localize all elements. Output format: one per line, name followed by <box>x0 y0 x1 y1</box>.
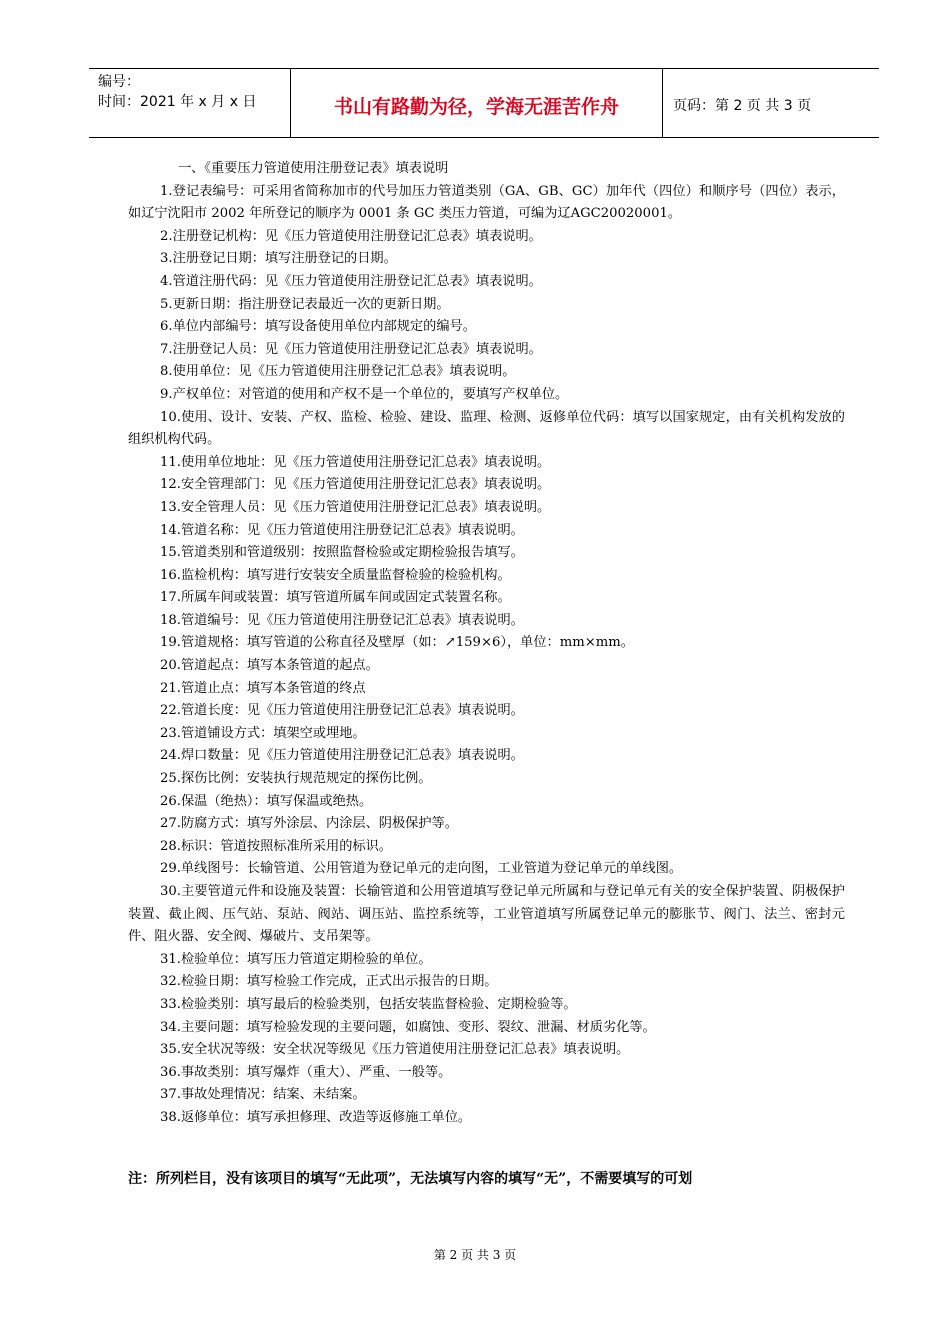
instruction-item: 36.事故类别：填写爆炸（重大）、严重、一般等。 <box>160 1064 452 1080</box>
instruction-item: 13.安全管理人员：见《压力管道使用注册登记汇总表》填表说明。 <box>160 499 551 515</box>
instruction-item: 9.产权单位：对管道的使用和产权不是一个单位的，要填写产权单位。 <box>160 386 569 402</box>
instruction-item: 23.管道铺设方式：填架空或埋地。 <box>160 725 366 741</box>
page-header <box>89 68 879 138</box>
instruction-item: 31.检验单位：填写压力管道定期检验的单位。 <box>160 951 432 967</box>
instruction-item: 20.管道起点：填写本条管道的起点。 <box>160 658 379 674</box>
instruction-item: 14.管道名称：见《压力管道使用注册登记汇总表》填表说明。 <box>160 522 524 538</box>
section-title: 一、《重要压力管道使用注册登记表》填表说明 <box>178 161 449 176</box>
instruction-item: 16.监检机构：填写进行安装安全质量监督检验的检验机构。 <box>160 567 511 583</box>
header-motto: 书山有路勤为径，学海无涯苦作舟 <box>291 69 663 137</box>
instruction-item: 15.管道类别和管道级别：按照监督检验或定期检验报告填写。 <box>160 545 524 561</box>
header-meta <box>89 69 291 137</box>
instruction-item: 30.主要管道元件和设施及装置：长输管道和公用管道填写登记单元所属和与登记单元有关的安全保护装置、阴极保护装置、截止阀、压气站、泵站、阀站、调压站、监控系统等，工业管道填写所属登记单元的膨胀节、阀门、法兰、密封元件、阻火器、安全阀、爆破片、支吊架等。 <box>128 884 845 945</box>
instruction-item: 1.登记表编号：可采用省简称加市的代号加压力管道类别（GA、GB、GC）加年代（四位）和顺序号（四位）表示，如辽宁沈阳市 2002 年所登记的顺序为 0001 条 GC 类压力管道，可编为辽AGC20020001。 <box>128 183 845 222</box>
instruction-item: 27.防腐方式：填写外涂层、内涂层、阴极保护等。 <box>160 816 458 832</box>
instruction-item: 11.使用单位地址：见《压力管道使用注册登记汇总表》填表说明。 <box>160 454 551 470</box>
instruction-item: 6.单位内部编号：填写设备使用单位内部规定的编号。 <box>160 319 476 335</box>
instruction-item: 17.所属车间或装置：填写管道所属车间或固定式装置名称。 <box>160 590 511 606</box>
instruction-item: 21.管道止点：填写本条管道的终点 <box>160 680 366 696</box>
header-page-number: 页码：第 2 页 共 3 页 <box>673 98 812 114</box>
instruction-item: 25.探伤比例：安装执行规范规定的探伤比例。 <box>160 771 432 787</box>
footnote: 注：所列栏目，没有该项目的填写“无此项”，无法填写内容的填写“无”，不需要填写的可划 <box>128 1171 693 1187</box>
instruction-item: 12.安全管理部门：见《压力管道使用注册登记汇总表》填表说明。 <box>160 477 551 493</box>
instruction-item: 2.注册登记机构：见《压力管道使用注册登记汇总表》填表说明。 <box>160 228 542 244</box>
instruction-item: 3.注册登记日期：填写注册登记的日期。 <box>160 251 397 267</box>
instruction-item: 4.管道注册代码：见《压力管道使用注册登记汇总表》填表说明。 <box>160 273 542 289</box>
instruction-item: 29.单线图号：长输管道、公用管道为登记单元的走向图，工业管道为登记单元的单线图。 <box>160 861 683 877</box>
instruction-item: 19.管道规格：填写管道的公称直径及壁厚（如：↗159×6），单位：mm×mm。 <box>160 635 634 651</box>
instruction-item: 18.管道编号：见《压力管道使用注册登记汇总表》填表说明。 <box>160 612 524 628</box>
instruction-item: 7.注册登记人员：见《压力管道使用注册登记汇总表》填表说明。 <box>160 341 542 357</box>
serial-number-label: 编号： <box>98 74 140 90</box>
instruction-item: 22.管道长度：见《压力管道使用注册登记汇总表》填表说明。 <box>160 703 524 719</box>
date-label: 时间：2021 年 x 月 x 日 <box>98 94 257 110</box>
instruction-item: 10.使用、设计、安装、产权、监检、检验、建设、监理、检测、返修单位代码：填写以国家规定，由有关机构发放的组织机构代码。 <box>128 409 845 448</box>
instruction-item: 33.检验类别：填写最后的检验类别，包括安装监督检验、定期检验等。 <box>160 996 577 1012</box>
instruction-item: 37.事故处理情况：结案、未结案。 <box>160 1087 366 1103</box>
instruction-list <box>128 181 845 1130</box>
instruction-item: 38.返修单位：填写承担修理、改造等返修施工单位。 <box>160 1109 472 1125</box>
page-footer: 第 2 页 共 3 页 <box>433 1248 517 1262</box>
document-body <box>128 158 845 1130</box>
instruction-item: 5.更新日期：指注册登记表最近一次的更新日期。 <box>160 296 450 312</box>
instruction-item: 26.保温（绝热）：填写保温或绝热。 <box>160 793 373 809</box>
instruction-item: 35.安全状况等级：安全状况等级见《压力管道使用注册登记汇总表》填表说明。 <box>160 1042 630 1058</box>
instruction-item: 24.焊口数量：见《压力管道使用注册登记汇总表》填表说明。 <box>160 748 524 764</box>
instruction-item: 34.主要问题：填写检验发现的主要问题，如腐蚀、变形、裂纹、泄漏、材质劣化等。 <box>160 1019 656 1035</box>
instruction-item: 28.标识：管道按照标准所采用的标识。 <box>160 838 392 854</box>
instruction-item: 32.检验日期：填写检验工作完成，正式出示报告的日期。 <box>160 974 498 990</box>
instruction-item: 8.使用单位：见《压力管道使用注册登记汇总表》填表说明。 <box>160 364 516 380</box>
